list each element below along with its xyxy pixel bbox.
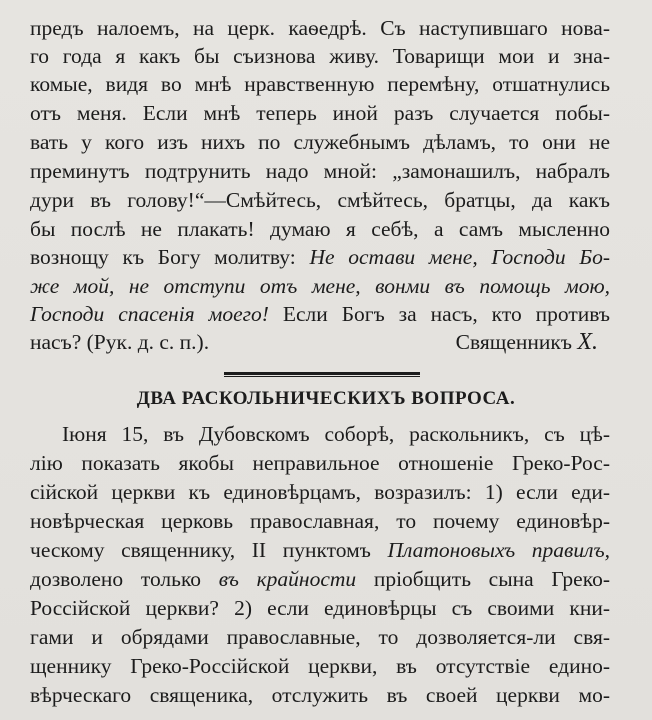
text-line: новѣрческая церковь православная, то почему единовѣр- (30, 509, 610, 533)
italic-span: въ крайности (218, 567, 357, 591)
text-line: вѣрческаго священика, отслужить въ своей церкви мо- (30, 683, 610, 707)
text-span: вознощу къ Богу молитву: (30, 245, 310, 269)
text-line: отъ меня. Если мнѣ теперь иной разъ случается побы- (30, 101, 610, 125)
text-line: сійской церкви къ единовѣрцамъ, возразилъ: 1) если еди- (30, 480, 610, 504)
italic-span: Не остави мене, Господи Бо- (309, 245, 610, 269)
text-line: предъ налоемъ, на церк. каѳедрѣ. Съ наступившаго нова- (30, 16, 610, 40)
italic-span: Господи спасенія моего! (30, 302, 269, 326)
text-span: ческому священнику, II пунктомъ (30, 538, 388, 562)
text-line: преминутъ подтрунить надо мной: „замонашилъ, набралъ (30, 159, 610, 183)
text-line: дури въ голову!“—Смѣйтесь, смѣйтесь, братцы, да какъ (30, 188, 610, 212)
text-line: щеннику Греко-Россійской церкви, въ отсутствіе едино- (30, 654, 610, 678)
text-span: пріобщить сына Греко- (356, 567, 610, 591)
text-span: дозволено только (30, 567, 219, 591)
text-line: лію показать якобы неправильное отношеніе Греко-Рос- (30, 451, 610, 475)
source-reference: насъ? (Рук. д. с. п.). (30, 330, 210, 354)
text-line: го года я какъ бы съизнова живу. Товарищи мои и зна- (30, 44, 610, 68)
text-line: Іюня 15, въ Дубовскомъ соборѣ, раскольникъ, съ цѣ- (62, 422, 610, 446)
text-line: бы послѣ не плакать! думаю я себѣ, а самъ мысленно (30, 217, 610, 241)
text-span: Если Богъ за насъ, кто противъ (268, 302, 610, 326)
text-line: вать у кого изъ нихъ по служебнымъ дѣламъ, то они не (30, 130, 610, 154)
text-line (30, 536, 610, 564)
text-line: Россійской церкви? 2) если единовѣрцы съ своими кни- (30, 596, 610, 620)
section-heading: ДВА РАСКОЛЬНИЧЕСКИХЪ ВОПРОСА. (136, 388, 516, 409)
italic-span: Платоновыхъ правилъ, (387, 538, 610, 562)
text-line: комые, видя во мнѣ нравственную перемѣну, отшатнулись (30, 72, 610, 96)
text-line: гами и обрядами православные, то дозволяется-ли свя- (30, 625, 610, 649)
section-divider (224, 372, 420, 377)
text-line (30, 565, 610, 593)
text-line: же мой, не отступи отъ мене, вонми въ помощь мою, (30, 274, 610, 298)
text-line (30, 243, 610, 271)
text-line (30, 300, 610, 328)
author-signature: Священникъ X. (455, 329, 598, 355)
